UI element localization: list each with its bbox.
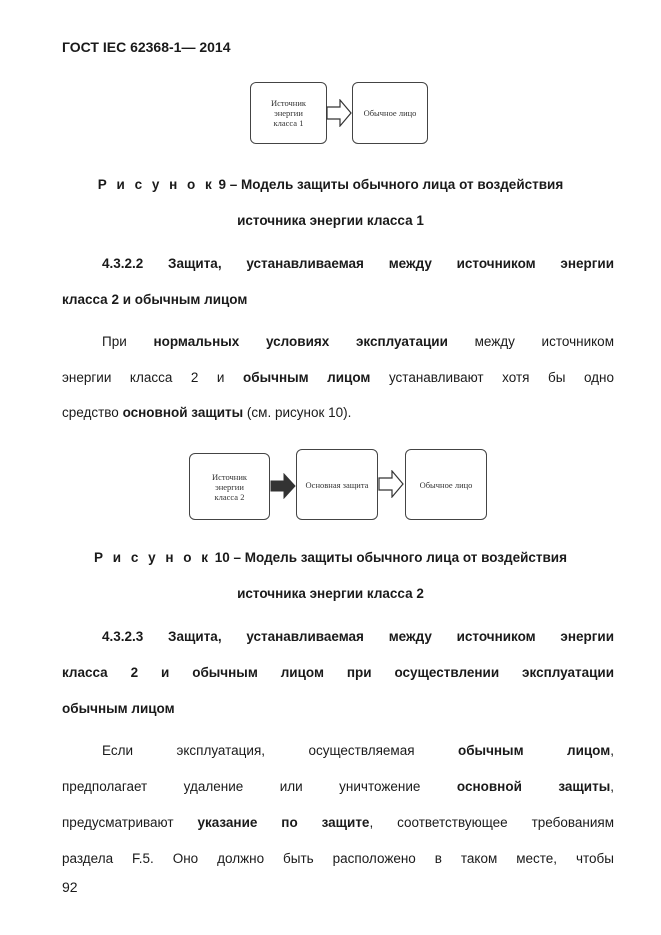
- box-label-line: энергии: [215, 481, 244, 492]
- caption-text: 10 – Модель защиты обычного лица от воздействия: [211, 550, 567, 565]
- paragraph-line: [102, 334, 614, 350]
- paragraph-line: [102, 743, 614, 759]
- ordinary-person-box: [352, 82, 428, 144]
- box-label-line: класса 1: [273, 118, 304, 128]
- defined-term: обычным лицом: [243, 370, 371, 385]
- box-label-line: энергии: [274, 108, 303, 118]
- page-number: 92: [62, 879, 78, 895]
- text-run: ,: [610, 743, 614, 758]
- section-heading-4-3-2-2: 4.3.2.2 Защита, устанавливаемая между источником энергии: [102, 256, 614, 271]
- ordinary-person-box: [405, 449, 487, 520]
- box-label: Основная защита: [305, 479, 369, 490]
- box-label-line: Источник: [270, 98, 307, 108]
- section-heading-4-3-2-3-end: обычным лицом: [62, 701, 175, 716]
- text-run: (см. рисунок 10).: [243, 405, 352, 420]
- text-run: между источником: [447, 334, 614, 349]
- section-heading-4-3-2-3: 4.3.2.3 Защита, устанавливаемая между источником энергии: [102, 629, 614, 644]
- document-header: ГОСТ IEC 62368-1— 2014: [62, 39, 231, 55]
- paragraph-line: [62, 815, 614, 831]
- text-run: предусматривают: [62, 815, 198, 830]
- text-run: , соответствующее требованиям: [369, 815, 614, 830]
- figure-10-caption: [40, 550, 621, 566]
- figure-9-caption: [40, 177, 621, 193]
- text-run: средство: [62, 405, 123, 420]
- section-heading-4-3-2-3-cont: класса 2 и обычным лицом при осуществлении эксплуатации: [62, 665, 614, 680]
- defined-term: основной защиты: [456, 779, 611, 794]
- box-label-line: Источник: [211, 471, 248, 482]
- hollow-arrow-icon: [378, 470, 404, 498]
- defined-term: основной защиты: [122, 405, 244, 420]
- box-label-line: класса 2: [214, 491, 245, 502]
- paragraph-line: [62, 370, 614, 386]
- basic-safeguard-box: [296, 449, 378, 520]
- box-label: Обычное лицо: [419, 479, 473, 490]
- solid-arrow-icon: [270, 473, 296, 499]
- defined-term: нормальных условиях эксплуатации: [153, 334, 448, 349]
- paragraph-line: раздела F.5. Оно должно быть расположено в таком месте, чтобы: [62, 851, 614, 866]
- paragraph-line: [62, 405, 614, 421]
- energy-source-class1-box: [250, 82, 327, 144]
- defined-term: указание по защите: [197, 815, 370, 830]
- text-run: устанавливают хотя бы одно: [370, 370, 615, 385]
- text-run: ,: [610, 779, 614, 794]
- caption-prefix: Р и с у н о к: [94, 550, 212, 565]
- energy-source-class2-box: [189, 453, 270, 520]
- section-heading-4-3-2-2-cont: класса 2 и обычным лицом: [62, 292, 248, 307]
- hollow-arrow-icon: [326, 99, 352, 127]
- box-label: Обычное лицо: [363, 108, 417, 118]
- text-run: энергии класса 2 и: [62, 370, 244, 385]
- defined-term: обычным лицом: [457, 743, 611, 758]
- figure-10-caption-line2: источника энергии класса 2: [237, 586, 424, 601]
- text-run: При: [102, 334, 154, 349]
- text-run: Если эксплуатация, осуществляемая: [102, 743, 458, 758]
- caption-text: 9 – Модель защиты обычного лица от воздействия: [214, 177, 564, 192]
- paragraph-line: [62, 779, 614, 795]
- figure-9-caption-line2: источника энергии класса 1: [237, 213, 424, 228]
- text-run: предполагает удаление или уничтожение: [62, 779, 457, 794]
- caption-prefix: Р и с у н о к: [97, 177, 215, 192]
